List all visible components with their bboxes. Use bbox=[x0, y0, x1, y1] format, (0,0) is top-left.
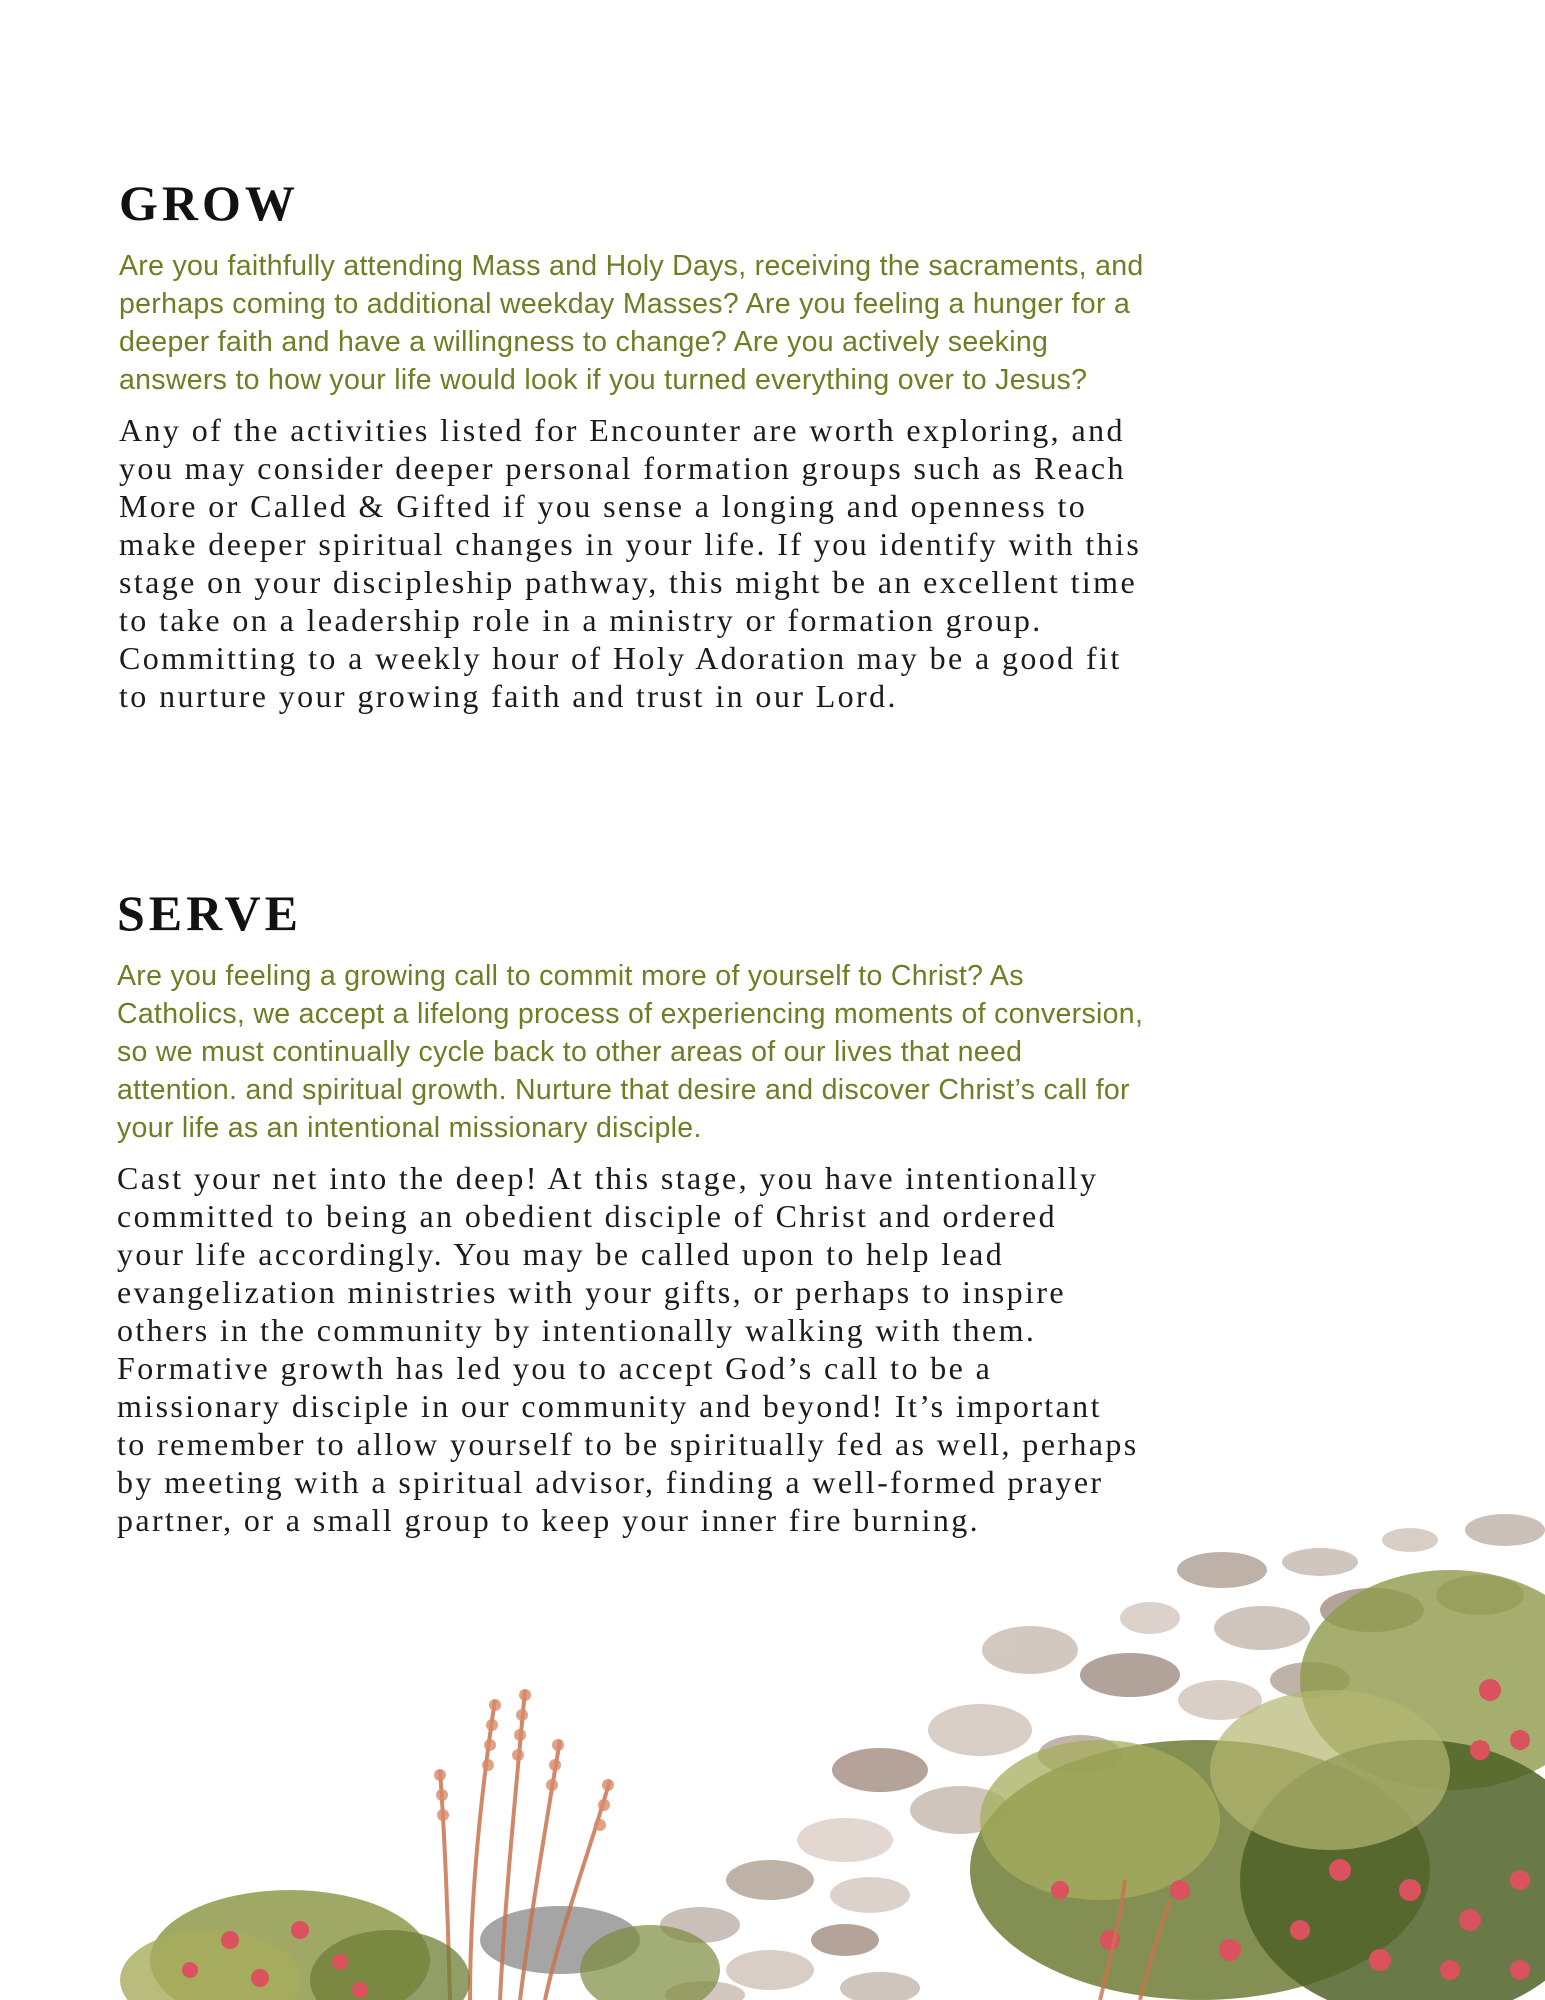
lead-paragraph bbox=[117, 957, 1417, 1147]
body-line: by meeting with a spiritual advisor, finding a well-formed prayer bbox=[117, 1463, 1104, 1500]
body-line: you may consider deeper personal formation groups such as Reach bbox=[119, 449, 1126, 486]
body-line: to remember to allow yourself to be spiritually fed as well, perhaps bbox=[117, 1425, 1139, 1462]
body-line: Committing to a weekly hour of Holy Adoration may be a good fit bbox=[119, 639, 1122, 676]
lead-line: Are you feeling a growing call to commit more of yourself to Christ? As bbox=[117, 959, 1024, 992]
body-line: missionary disciple in our community and beyond! It’s important bbox=[117, 1387, 1102, 1424]
body-line: others in the community by intentionally walking with them. bbox=[117, 1311, 1037, 1348]
lead-line: your life as an intentional missionary disciple. bbox=[117, 1111, 702, 1144]
lead-line: Are you faithfully attending Mass and Holy Days, receiving the sacraments, and bbox=[119, 249, 1144, 282]
body-line: Any of the activities listed for Encounter are worth exploring, and bbox=[119, 411, 1125, 448]
body-paragraph bbox=[119, 411, 1419, 715]
section-grow bbox=[119, 175, 1419, 715]
body-line: to take on a leadership role in a ministry or formation group. bbox=[119, 601, 1043, 638]
lead-line: so we must continually cycle back to other areas of our lives that need bbox=[117, 1035, 1023, 1068]
watercolor-garden-path-icon bbox=[0, 1500, 1545, 2000]
body-line: your life accordingly. You may be called upon to help lead bbox=[117, 1235, 1005, 1272]
body-line: make deeper spiritual changes in your life. If you identify with this bbox=[119, 525, 1142, 562]
body-line: to nurture your growing faith and trust in our Lord. bbox=[119, 677, 898, 714]
lead-paragraph bbox=[119, 247, 1419, 399]
body-paragraph bbox=[117, 1159, 1417, 1539]
section-serve bbox=[117, 885, 1417, 1539]
section-heading: SERVE bbox=[117, 885, 302, 941]
section-heading: GROW bbox=[119, 175, 299, 231]
lead-line: answers to how your life would look if you turned everything over to Jesus? bbox=[119, 363, 1088, 396]
body-line: stage on your discipleship pathway, this might be an excellent time bbox=[119, 563, 1138, 600]
lead-line: attention. and spiritual growth. Nurture that desire and discover Christ’s call for bbox=[117, 1073, 1130, 1106]
body-line: partner, or a small group to keep your inner fire burning. bbox=[117, 1501, 981, 1538]
left-bush bbox=[120, 1890, 720, 2000]
body-line: evangelization ministries with your gifts, or perhaps to inspire bbox=[117, 1273, 1066, 1310]
lead-line: deeper faith and have a willingness to change? Are you actively seeking bbox=[119, 325, 1049, 358]
body-line: Formative growth has led you to accept God’s call to be a bbox=[117, 1349, 993, 1386]
body-line: committed to being an obedient disciple of Christ and ordered bbox=[117, 1197, 1057, 1234]
body-line: More or Called & Gifted if you sense a longing and openness to bbox=[119, 487, 1088, 524]
body-line: Cast your net into the deep! At this stage, you have intentionally bbox=[117, 1159, 1099, 1196]
lead-line: perhaps coming to additional weekday Masses? Are you feeling a hunger for a bbox=[119, 287, 1131, 320]
lead-line: Catholics, we accept a lifelong process of experiencing moments of conversion, bbox=[117, 997, 1144, 1030]
